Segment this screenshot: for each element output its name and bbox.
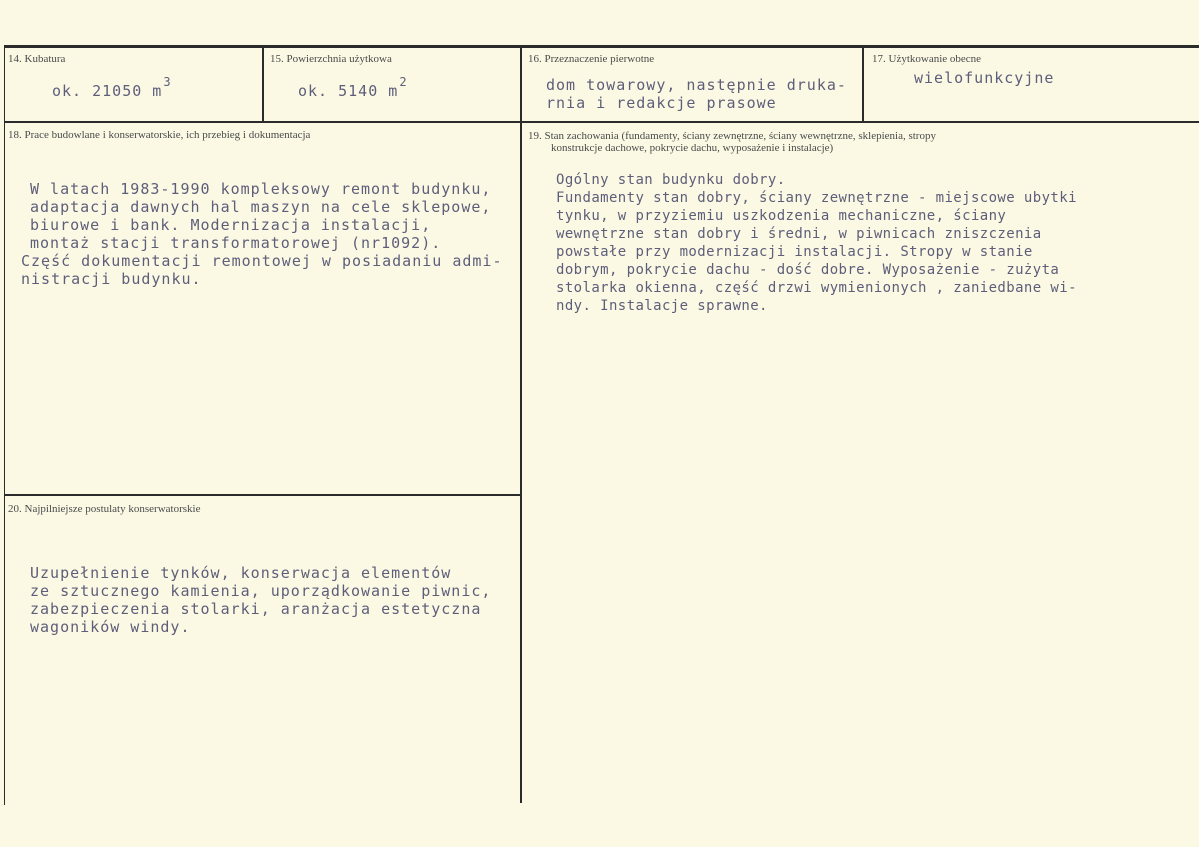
prace-line: W latach 1983-1990 kompleksowy remont budynku, [30, 180, 492, 198]
postulaty-line: ze sztucznego kamienia, uporządkowanie piwnic, [30, 582, 492, 600]
stan-line: dobrym, pokrycie dachu - dość dobre. Wyposażenie - zużyta [556, 262, 1060, 278]
powierzchnia-value [298, 73, 408, 100]
przeznaczenie-label: 16. Przeznaczenie pierwotne [528, 53, 655, 65]
stan-line: stolarka okienna, część drzwi wymienionych , zaniedbane wi- [556, 280, 1077, 296]
postulaty-label: 20. Najpilniejsze postulaty konserwatorskie [8, 503, 201, 515]
stan-label-line-1: 19. Stan zachowania (fundamenty, ściany zewnętrzne, ściany wewnętrzne, sklepienia, stropy [528, 130, 936, 142]
kubatura-label: 14. Kubatura [8, 53, 66, 65]
divider-15-16 [520, 45, 522, 803]
prace-line: biurowe i bank. Modernizacja instalacji, [30, 216, 432, 234]
uzytkowanie-value: wielofunkcyjne [914, 69, 1055, 87]
uzytkowanie-label: 17. Użytkowanie obecne [872, 53, 982, 65]
prace-line: Część dokumentacji remontowej w posiadaniu admi- [21, 252, 503, 270]
prace-label: 18. Prace budowlane i konserwatorskie, ich przebieg i dokumentacja [8, 129, 311, 141]
przeznaczenie-line-2: rnia i redakcje prasowe [546, 94, 777, 112]
stan-line: powstałe przy modernizacji instalacji. Stropy w stanie [556, 244, 1033, 260]
stan-line: Ogólny stan budynku dobry. [556, 172, 786, 188]
stan-line: tynku, w przyziemiu uszkodzenia mechaniczne, ściany [556, 208, 1007, 224]
prace-line: adaptacja dawnych hal maszyn na cele sklepowe, [30, 198, 492, 216]
row1-bottom-border [4, 121, 1199, 123]
postulaty-line: wagoników windy. [30, 618, 191, 636]
powierzchnia-exponent: 2 [399, 75, 408, 89]
stan-line: wewnętrzne stan dobry i średni, w piwnicach zniszczenia [556, 226, 1042, 242]
stan-label-line-2: konstrukcje dachowe, pokrycie dachu, wyposażenie i instalacje) [551, 142, 834, 154]
powierzchnia-number: ok. 5140 m [298, 82, 399, 100]
section-18-bottom-border [4, 494, 521, 496]
left-border [4, 45, 5, 805]
przeznaczenie-line-1: dom towarowy, następnie druka- [546, 76, 847, 94]
postulaty-line: Uzupełnienie tynków, konserwacja elementów [30, 564, 452, 582]
powierzchnia-label: 15. Powierzchnia użytkowa [270, 53, 392, 65]
kubatura-value [52, 73, 172, 100]
divider-14-15 [262, 45, 264, 123]
kubatura-exponent: 3 [163, 75, 172, 89]
postulaty-line: zabezpieczenia stolarki, aranżacja estetyczna [30, 600, 482, 618]
kubatura-number: ok. 21050 m [52, 82, 163, 100]
stan-line: Fundamenty stan dobry, ściany zewnętrzne - miejscowe ubytki [556, 190, 1077, 206]
top-border [4, 45, 1199, 48]
stan-line: ndy. Instalacje sprawne. [556, 298, 768, 314]
prace-line: montaż stacji transformatorowej (nr1092). [30, 234, 442, 252]
divider-16-17 [862, 45, 864, 123]
prace-line: nistracji budynku. [21, 270, 202, 288]
